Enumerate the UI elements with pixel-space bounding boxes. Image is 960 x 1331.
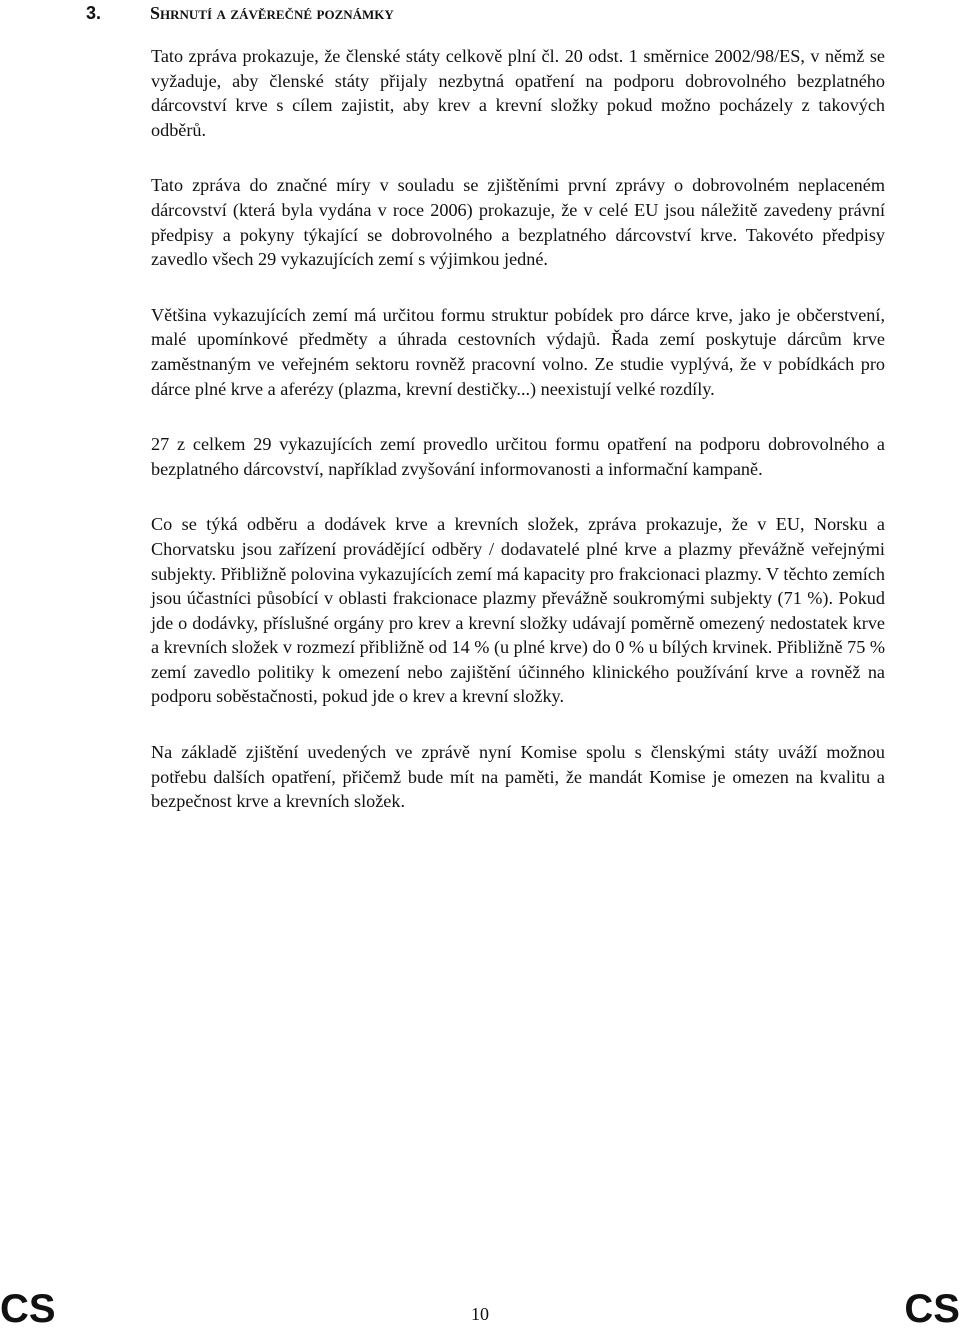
document-body	[151, 44, 885, 845]
paragraph-3: Většina vykazujících zemí má určitou formu struktur pobídek pro dárce krve, jako je občerstvení, malé upomínkové předměty a úhrada cestovních výdajů. Řada zemí poskytuje dárcům krve zaměstnaným ve veřejném sektoru rovněž pracovní volno. Ze studie vyplývá, že v pobídkách pro dárce plné krve a aferézy (plazma, krevní destičky...) neexistují velké rozdíly.	[151, 304, 885, 399]
page-footer	[0, 1288, 960, 1330]
paragraph-6: Na základě zjištění uvedených ve zprávě nyní Komise spolu s členskými státy uváží možnou potřebu dalších opatření, přičemž bude mít na paměti, že mandát Komise je omezen na kvalitu a bezpečnost krve a krevních složek.	[151, 742, 885, 812]
page-number: 10	[471, 1304, 489, 1324]
paragraph-1: Tato zpráva prokazuje, že členské státy celkově plní čl. 20 odst. 1 směrnice 2002/98/ES, v němž se vyžaduje, aby členské státy přijaly nezbytná opatření na podporu dobrovolného bezplatného dárcovství krve s cílem zajistit, aby krev a krevní složky pokud možno pocházely z takových odběrů.	[151, 46, 885, 140]
language-code-left: CS	[0, 1287, 56, 1331]
paragraph-5: Co se týká odběru a dodávek krve a krevních složek, zpráva prokazuje, že v EU, Norsku a Chorvatsku jsou zařízení provádějící odběry / dodavatelé plné krve a plazmy převážně veřejnými subjekty. Přibližně polovina vykazujících zemí má kapacity pro frakcionaci plazmy. V těchto zemích jsou účastníci působící v oblasti frakcionace plazmy převážně soukromými subjekty (71 %). Pokud jde o dodávky, příslušné orgány pro krev a krevní složky udávají poměrně omezený nedostatek krve a krevních složek v rozmezí přibližně od 14 % (u plné krve) do 0 % u bílých krvinek. Přibližně 75 % zemí zavedlo politiky k omezení nebo zajištění účinného klinického používání krve a rovněž na podporu soběstačnosti, pokud jde o krev a krevní složky.	[151, 514, 885, 707]
section-title: Shrnutí a závěrečné poznámky	[150, 3, 394, 23]
paragraph-2: Tato zpráva do značné míry v souladu se zjištěními první zprávy o dobrovolném neplaceném dárcovství (která byla vydána v roce 2006) prokazuje, že v celé EU jsou náležitě zavedeny právní předpisy a pokyny týkající se dobrovolného a bezplatného dárcovství krve. Takovéto předpisy zavedlo všech 29 vykazujících zemí s výjimkou jedné.	[151, 175, 885, 270]
section-heading	[86, 0, 394, 26]
language-code-right: CS	[904, 1287, 960, 1331]
section-number: 3.	[86, 3, 102, 23]
paragraph-4: 27 z celkem 29 vykazujících zemí provedlo určitou formu opatření na podporu dobrovolného a bezplatného dárcovství, například zvyšování informovanosti a informační kampaně.	[151, 434, 885, 479]
